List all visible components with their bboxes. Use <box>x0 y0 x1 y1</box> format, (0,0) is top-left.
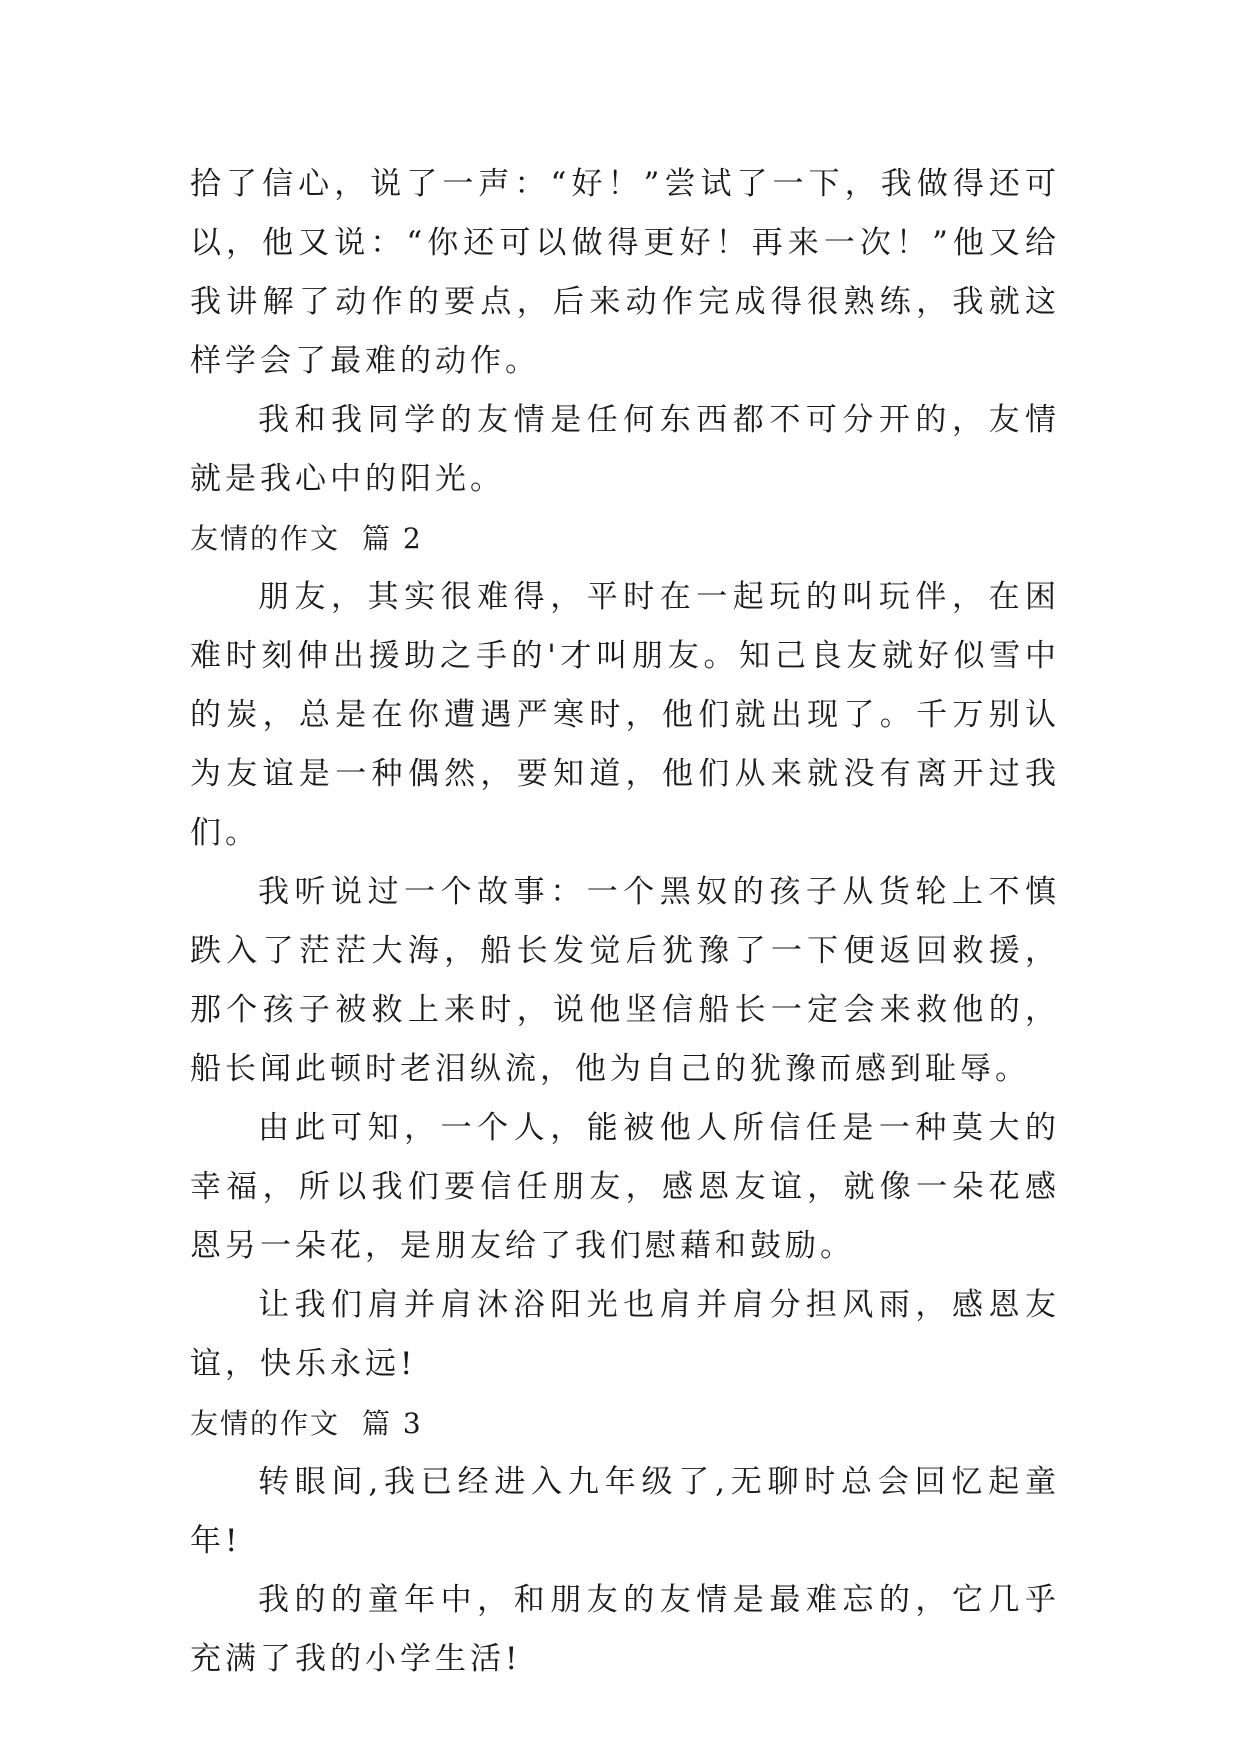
heading-title: 友情的作文 <box>190 522 341 555</box>
paragraph: 让我们肩并肩沐浴阳光也肩并肩分担风雨，感恩友谊，快乐永远! <box>190 1287 1060 1382</box>
section-heading-3 <box>190 1394 1060 1453</box>
paragraph: 我的的童年中，和朋友的友情是最难忘的，它几乎充满了我的小学生活! <box>190 1582 1060 1677</box>
paragraph: 我和我同学的友情是任何东西都不可分开的，友情就是我心中的阳光。 <box>190 402 1060 497</box>
paragraph: 我听说过一个故事：一个黑奴的孩子从货轮上不慎跌入了茫茫大海，船长发觉后犹豫了一下便返回救援，那个孩子被救上来时，说他坚信船长一定会来救他的，船长闻此顿时老泪纵流，他为自己的犹豫而感到耻辱。 <box>190 874 1060 1087</box>
heading-number: 篇 3 <box>362 1407 423 1440</box>
heading-number: 篇 2 <box>362 522 423 555</box>
section-heading-2 <box>190 509 1060 568</box>
paragraph: 由此可知，一个人，能被他人所信任是一种莫大的幸福，所以我们要信任朋友，感恩友谊，就像一朵花感恩另一朵花，是朋友给了我们慰藉和鼓励。 <box>190 1110 1060 1264</box>
heading-title: 友情的作文 <box>190 1407 341 1440</box>
paragraph: 朋友，其实很难得，平时在一起玩的叫玩伴，在困难时刻伸出援助之手的'才叫朋友。知己良友就好似雪中的炭，总是在你遭遇严寒时，他们就出现了。千万别认为友谊是一种偶然，要知道，他们从来就没有离开过我们。 <box>190 579 1060 851</box>
paragraph-continuation: 拾了信心，说了一声：“好！”尝试了一下，我做得还可以，他又说：“你还可以做得更好！再来一次！”他又给我讲解了动作的要点，后来动作完成得很熟练，我就这样学会了最难的动作。 <box>190 166 1060 379</box>
document-page <box>190 155 1060 1689</box>
paragraph: 转眼间,我已经进入九年级了,无聊时总会回忆起童年! <box>190 1464 1060 1559</box>
